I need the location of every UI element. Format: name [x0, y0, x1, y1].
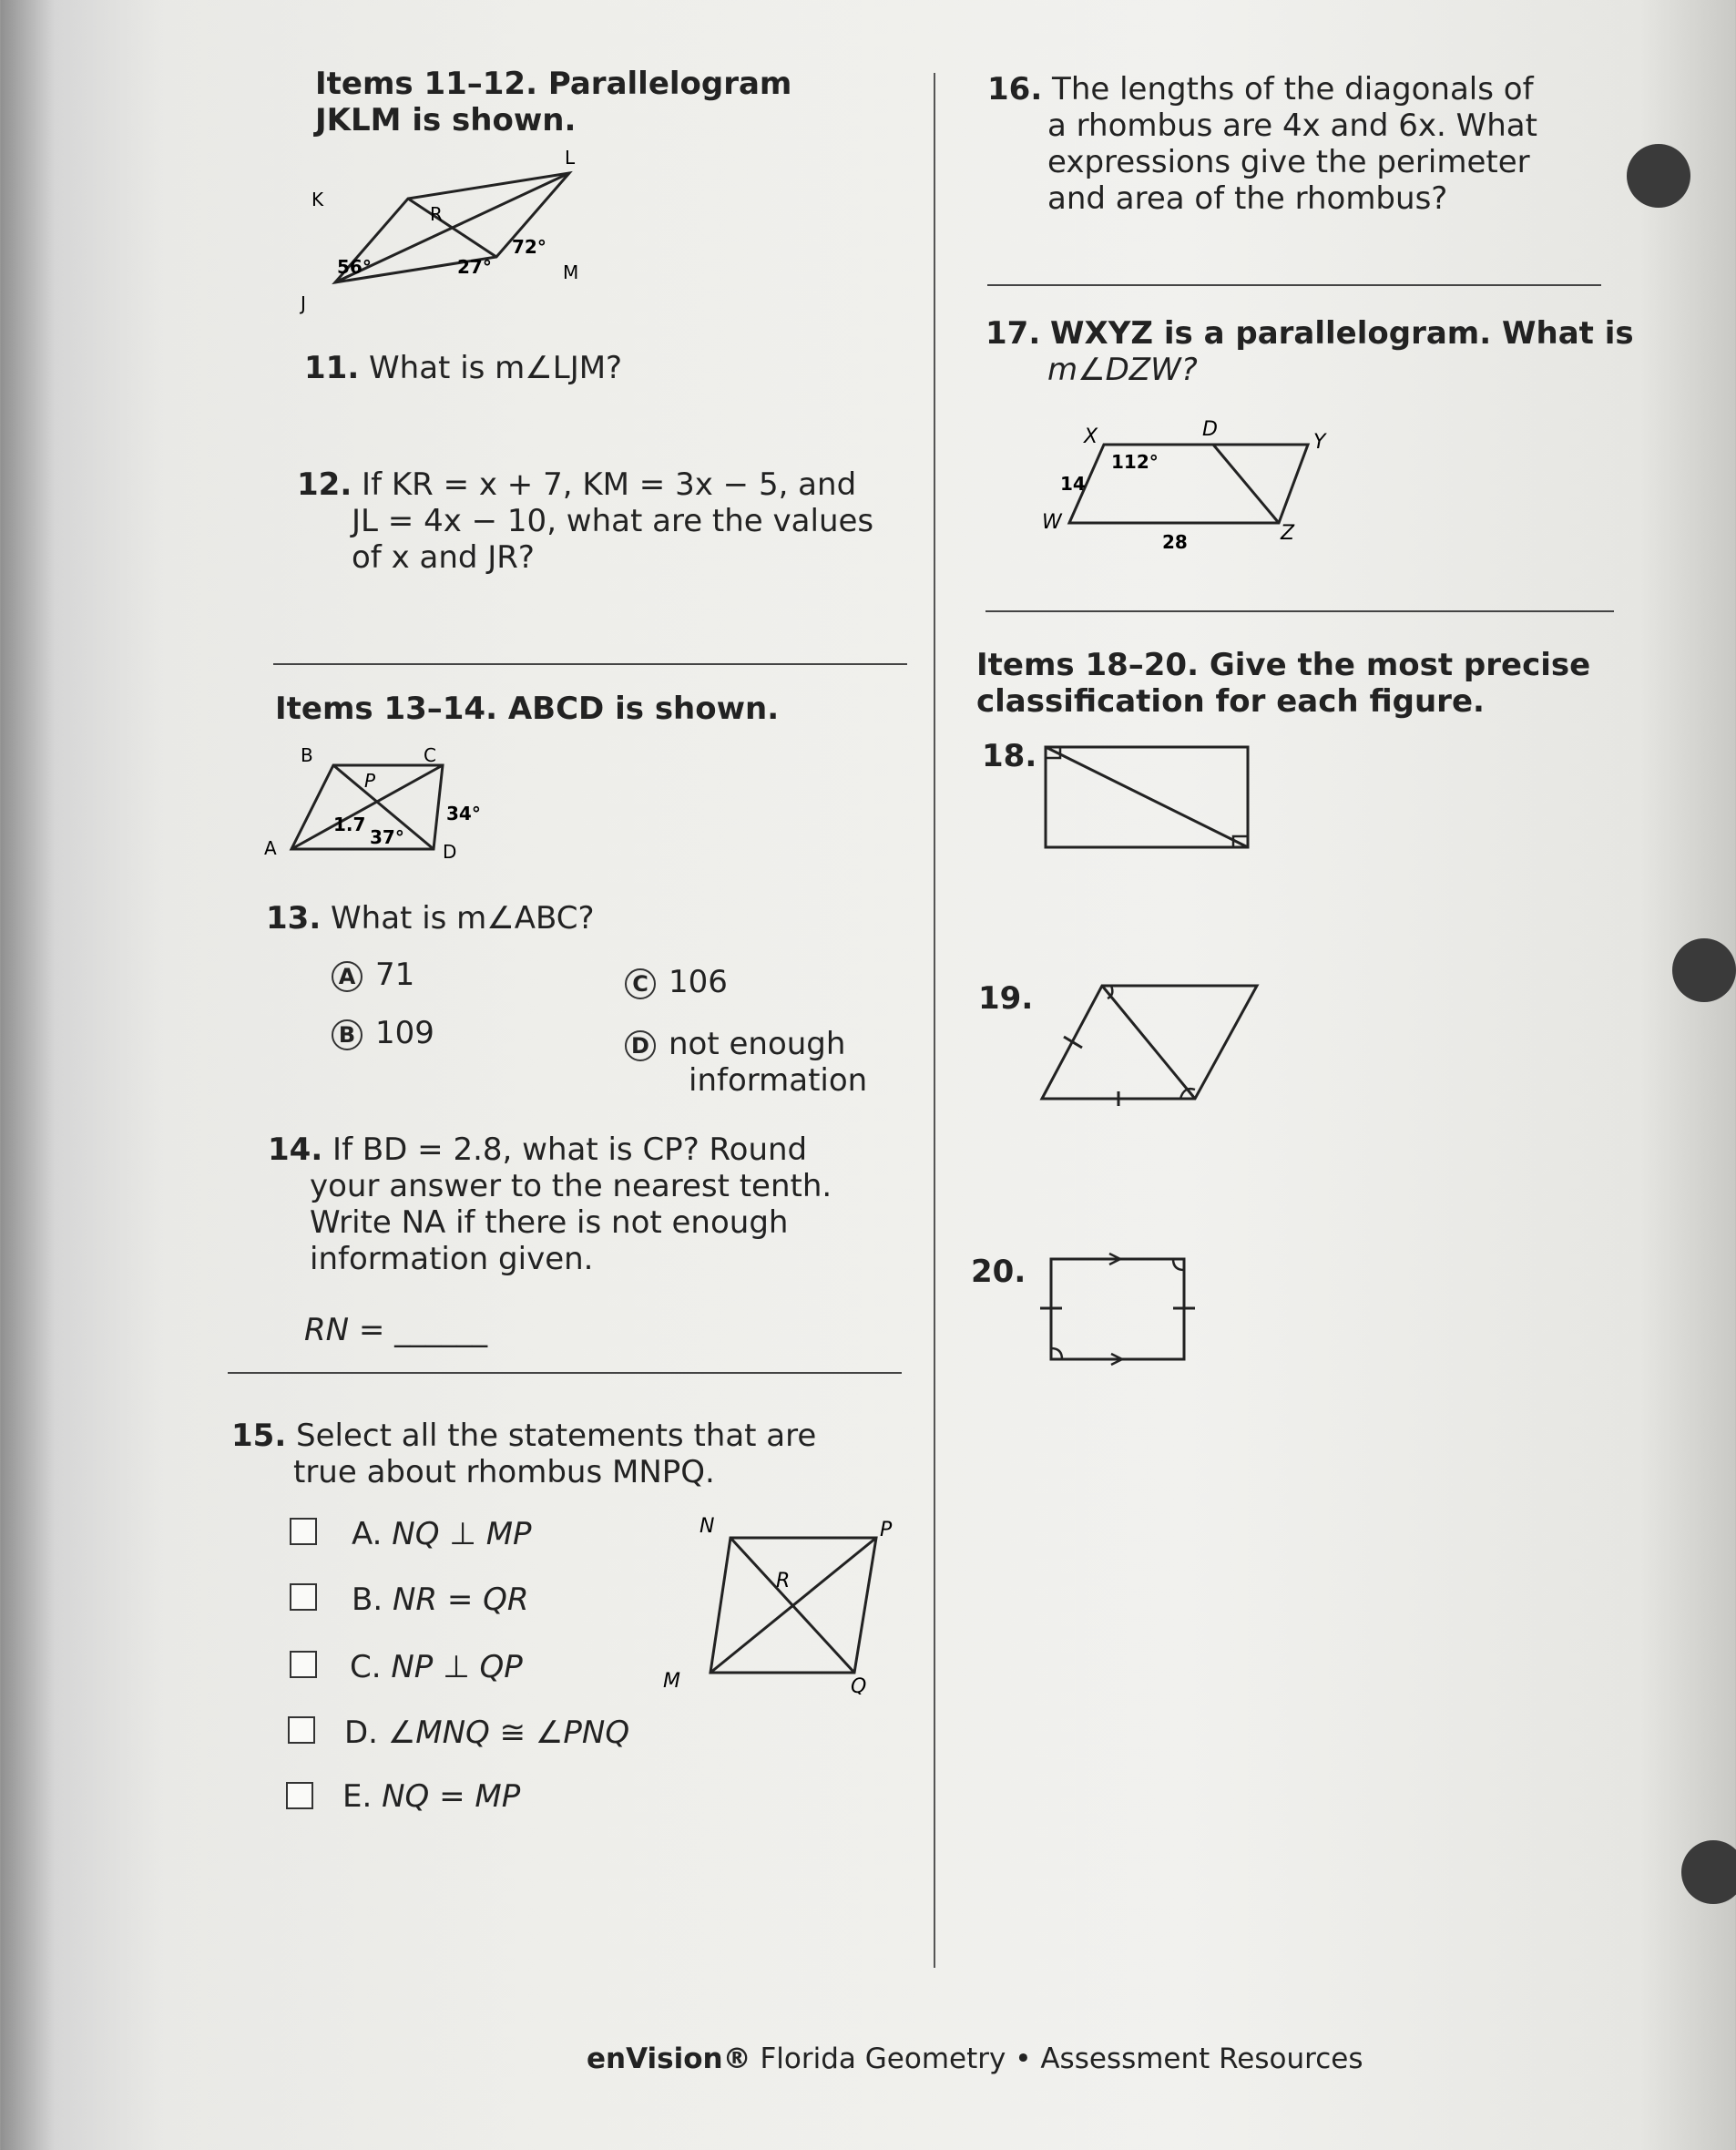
question-20-number: 20. [971, 1254, 1026, 1290]
q13-option-b[interactable]: B 109 [332, 1015, 434, 1051]
punch-hole-middle [1672, 938, 1736, 1002]
rhombus-mnpq-figure [656, 1512, 911, 1694]
label-y: Y [1313, 431, 1326, 454]
q15-option-a: A. NQ ⊥ MP [352, 1516, 532, 1552]
footer-brand: enVision® [587, 2042, 751, 2075]
parallelogram-jklm-figure [291, 146, 601, 319]
question-16: 16. The lengths of the diagonals of a rhombus are 4x and 6x. What expressions give the perimeter and area of the rhombus? [987, 71, 1537, 217]
label-37: 37° [370, 826, 404, 848]
q13-option-a[interactable]: A 71 [332, 957, 414, 993]
items-11-12-header: Items 11–12. Parallelogram JKLM is shown. [315, 66, 792, 138]
label-k: K [311, 189, 324, 210]
q15-checkbox-c[interactable] [290, 1651, 317, 1678]
question-14: 14. If BD = 2.8, what is CP? Round your answer to the nearest tenth. Write NA if there is not enough information given. [268, 1131, 832, 1277]
punch-hole-bottom [1681, 1840, 1736, 1904]
figure-20-rectangle [1036, 1248, 1200, 1370]
question-18-number: 18. [982, 738, 1037, 774]
label-z: Z [1281, 522, 1295, 545]
answer-line-12 [273, 663, 907, 665]
label-p: P [880, 1519, 893, 1541]
answer-line-14 [228, 1372, 902, 1374]
parallelogram-abcd-figure [264, 743, 501, 871]
q15-option-e: E. NQ = MP [342, 1778, 521, 1815]
label-n: N [700, 1515, 715, 1538]
column-divider [934, 73, 935, 1968]
rn-answer-label: RN = ______ [304, 1312, 488, 1348]
label-56: 56° [337, 256, 372, 278]
label-d: D [443, 841, 457, 863]
diagonal-jl [408, 199, 496, 257]
label-14: 14 [1060, 473, 1086, 495]
label-1-7: 1.7 [333, 814, 366, 835]
label-p: P [364, 770, 376, 792]
question-12: 12. If KR = x + 7, KM = 3x − 5, and JL = 4x − 10, what are the values of x and JR? [297, 466, 874, 576]
label-w: W [1042, 511, 1062, 534]
label-m: M [563, 261, 579, 283]
answer-line-16 [987, 284, 1601, 286]
figure-18-rectangle [1038, 742, 1257, 855]
question-17: 17. WXYZ is a parallelogram. What is m∠DZW? [985, 315, 1634, 388]
items-18-20-header: Items 18–20. Give the most precise classification for each figure. [976, 647, 1591, 720]
label-m: M [663, 1670, 680, 1693]
label-27: 27° [457, 256, 492, 278]
question-19-number: 19. [978, 980, 1034, 1017]
label-72: 72° [512, 236, 546, 258]
label-c: C [424, 744, 436, 766]
punch-hole-top [1627, 144, 1690, 208]
label-a: A [264, 837, 277, 859]
parallelogram-wxyz-figure [1035, 415, 1344, 552]
label-d: D [1202, 418, 1218, 441]
figure-19-rhombus [1035, 977, 1262, 1113]
label-x: X [1084, 425, 1098, 448]
label-34: 34° [446, 803, 481, 824]
q15-checkbox-a[interactable] [290, 1518, 317, 1545]
parallelogram-wxyz [1069, 445, 1308, 523]
label-l: L [565, 147, 576, 169]
label-b: B [301, 744, 313, 766]
answer-line-17 [985, 610, 1614, 612]
q13-option-d[interactable]: D not enough information [625, 1026, 867, 1099]
diagonal-nq [730, 1538, 854, 1673]
q15-checkbox-b[interactable] [290, 1583, 317, 1611]
question-11: 11. What is m∠LJM? [304, 350, 623, 386]
q15-checkbox-e[interactable] [286, 1782, 313, 1809]
q15-option-b: B. NR = QR [352, 1582, 529, 1618]
q15-checkbox-d[interactable] [288, 1716, 315, 1744]
question-15: 15. Select all the statements that are true about rhombus MNPQ. [231, 1418, 817, 1490]
q15-option-d: D. ∠MNQ ≅ ∠PNQ [344, 1715, 630, 1751]
items-13-14-header: Items 13–14. ABCD is shown. [275, 691, 780, 727]
label-112: 112° [1111, 451, 1159, 473]
label-q: Q [851, 1675, 867, 1694]
label-j: J [301, 292, 306, 314]
question-13: 13. What is m∠ABC? [266, 900, 595, 937]
q13-option-c[interactable]: C 106 [625, 964, 728, 1000]
label-r: R [430, 203, 443, 225]
segment-dz [1213, 445, 1279, 523]
footer-text: Florida Geometry • Assessment Resources [751, 2042, 1363, 2075]
label-28: 28 [1162, 531, 1188, 552]
footer [587, 2041, 1363, 2077]
q15-option-c: C. NP ⊥ QP [350, 1649, 523, 1685]
label-r: R [776, 1570, 791, 1592]
